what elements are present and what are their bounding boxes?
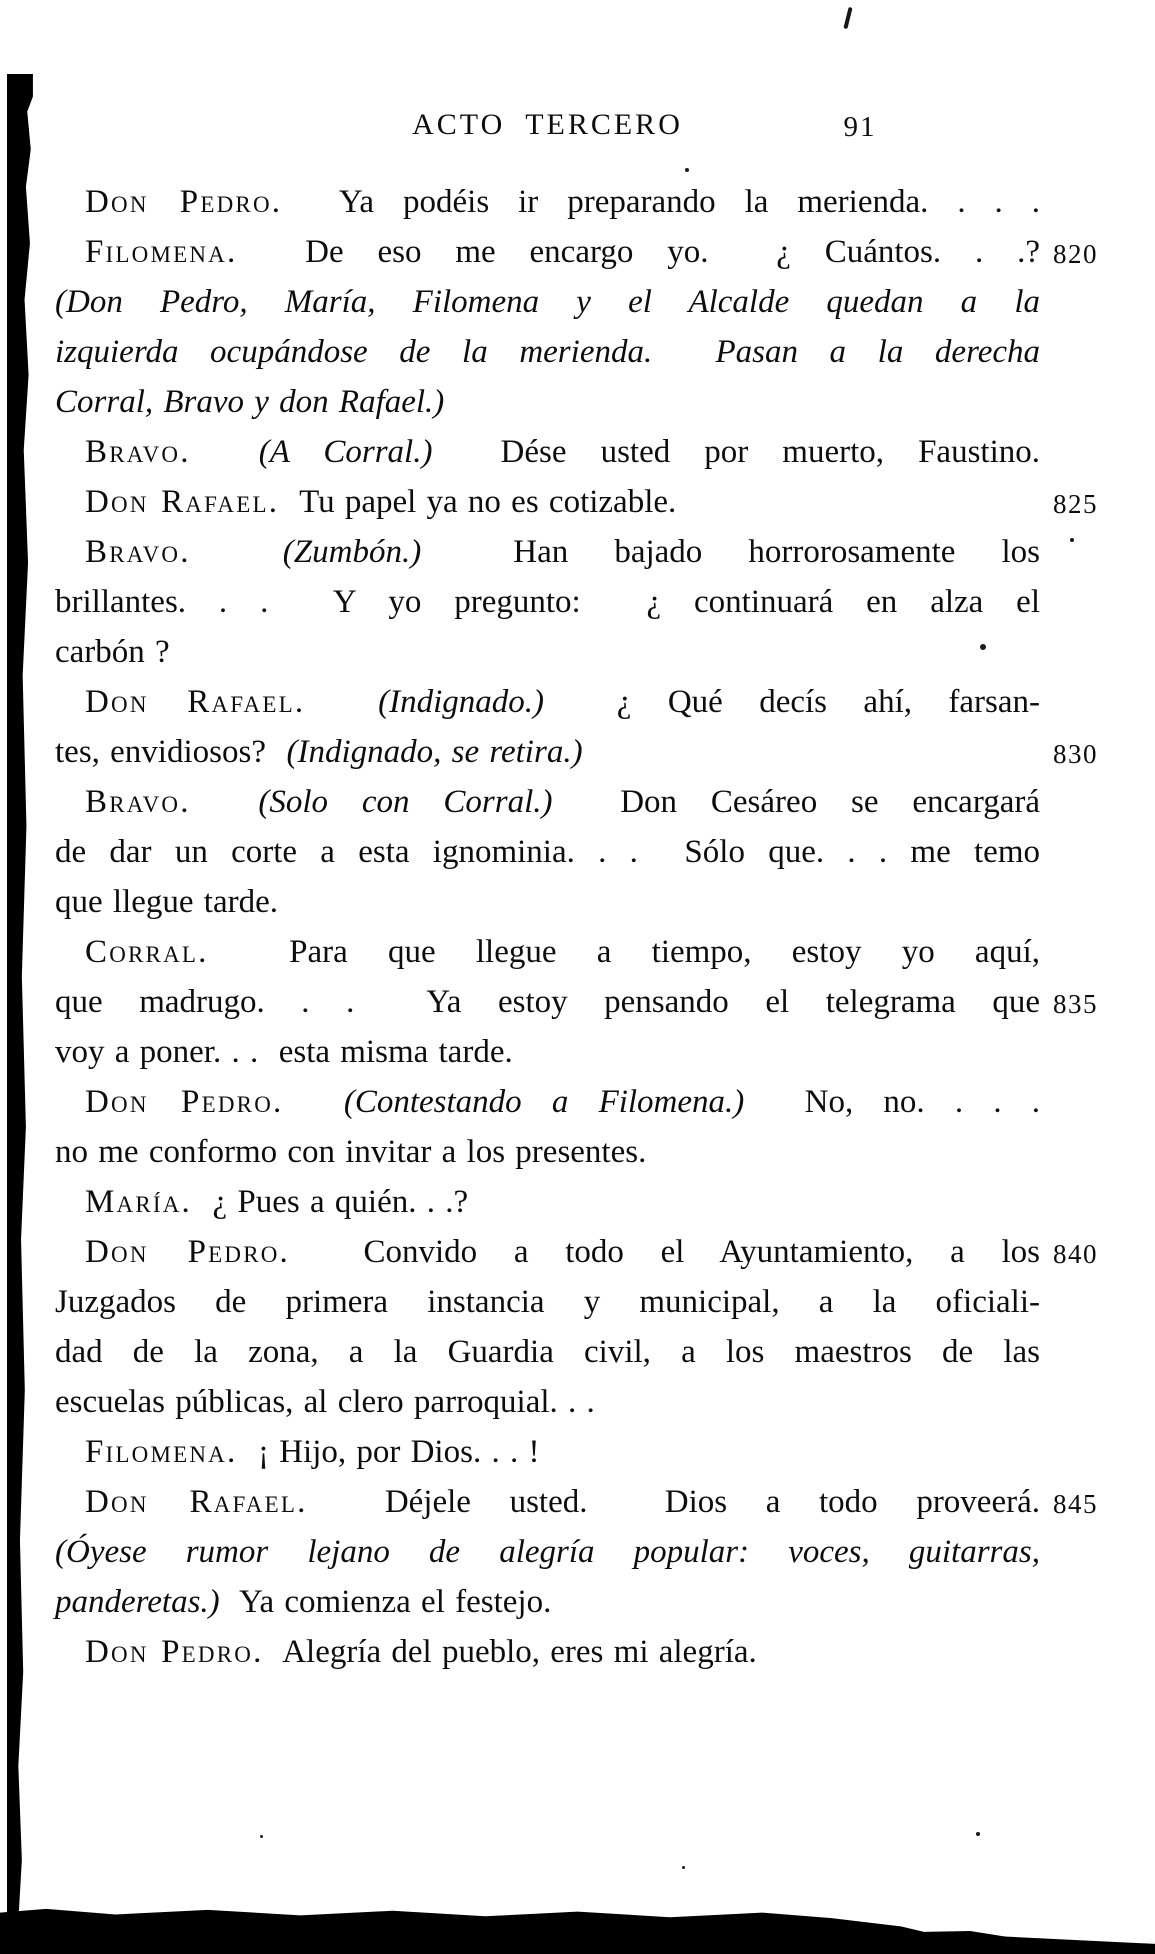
character-name: Filomena. bbox=[85, 234, 238, 270]
scan-speck bbox=[682, 1866, 685, 1869]
stage-direction: Corral, Bravo y don Rafael.) bbox=[55, 384, 445, 420]
stage-direction: panderetas.) bbox=[55, 1584, 220, 1620]
text-line bbox=[55, 927, 1040, 977]
speech-text bbox=[191, 434, 259, 470]
character-name: Don Rafael. bbox=[85, 1484, 308, 1520]
text-line bbox=[55, 1327, 1040, 1377]
text-line bbox=[55, 1427, 1040, 1477]
text-line bbox=[55, 1627, 1040, 1677]
text-line bbox=[55, 727, 1098, 777]
character-name: Bravo. bbox=[85, 534, 191, 570]
text-line bbox=[55, 377, 1040, 427]
speech-text: Dése usted por muerto, Faustino. bbox=[432, 434, 1040, 470]
speech-text: Para que llegue a tiempo, estoy yo aquí, bbox=[208, 934, 1040, 970]
text-line bbox=[55, 577, 1040, 627]
scan-mark bbox=[843, 7, 852, 29]
speech-text bbox=[191, 784, 259, 820]
stage-direction: (Zumbón.) bbox=[282, 534, 422, 570]
stage-direction: izquierda ocupándose de la merienda. Pasan a la derecha bbox=[55, 334, 1040, 370]
character-name: Don Pedro. bbox=[85, 1084, 284, 1120]
text-line bbox=[55, 1527, 1040, 1577]
running-header-title: ACTO TERCERO bbox=[412, 108, 683, 141]
verse-line-number: 845 bbox=[1053, 1489, 1098, 1519]
speech-text bbox=[283, 1084, 343, 1120]
character-name: María. bbox=[85, 1184, 193, 1220]
speech-text: Don Cesáreo se encargará bbox=[552, 784, 1040, 820]
speech-text: de dar un corte a esta ignominia. . . Sólo que. . . me temo bbox=[55, 834, 1040, 870]
speech-text: Convido a todo el Ayuntamiento, a los bbox=[290, 1234, 1041, 1270]
stage-direction: (Contestando a Filomena.) bbox=[343, 1084, 745, 1120]
page-number: 91 bbox=[843, 111, 877, 143]
text-line bbox=[55, 877, 1040, 927]
text-line bbox=[55, 1227, 1098, 1277]
speech-text: escuelas públicas, al clero parroquial. . . bbox=[55, 1384, 595, 1420]
text-block bbox=[55, 177, 1098, 1677]
text-line bbox=[55, 1077, 1040, 1127]
text-line bbox=[55, 827, 1040, 877]
text-line bbox=[55, 177, 1040, 227]
text-line bbox=[55, 427, 1040, 477]
stage-direction: (Indignado, se retira.) bbox=[286, 734, 583, 770]
speech-text: De eso me encargo yo. ¿ Cuántos. . .? bbox=[237, 234, 1040, 270]
scan-speck bbox=[976, 1832, 980, 1836]
character-name: Don Rafael. bbox=[85, 484, 280, 520]
text-line bbox=[55, 1027, 1040, 1077]
text-line bbox=[55, 977, 1098, 1027]
verse-line-number: 835 bbox=[1053, 989, 1098, 1019]
speech-text: Ya comienza el festejo. bbox=[219, 1584, 552, 1620]
text-line bbox=[55, 777, 1040, 827]
stage-direction: (A Corral.) bbox=[258, 434, 433, 470]
scan-edge-bottom-artifact bbox=[0, 1908, 1155, 1954]
text-line bbox=[55, 477, 1098, 527]
text-line bbox=[55, 227, 1098, 277]
speech-text bbox=[305, 684, 378, 720]
character-name: Don Rafael. bbox=[85, 684, 306, 720]
scan-edge-left-artifact bbox=[7, 74, 34, 1954]
speech-text: tes, envidiosos? bbox=[55, 734, 287, 770]
text-line bbox=[55, 677, 1040, 727]
text-line bbox=[55, 1577, 1040, 1627]
scan-speck bbox=[260, 1835, 263, 1838]
character-name: Filomena. bbox=[85, 1434, 238, 1470]
verse-line-number: 825 bbox=[1053, 489, 1098, 519]
speech-text: que madrugo. . . Ya estoy pensando el telegrama que bbox=[55, 984, 1040, 1020]
speech-text: carbón ? bbox=[55, 634, 170, 670]
character-name: Bravo. bbox=[85, 434, 191, 470]
character-name: Corral. bbox=[85, 934, 209, 970]
stage-direction: (Solo con Corral.) bbox=[258, 784, 553, 820]
text-line bbox=[55, 1177, 1040, 1227]
speech-text: No, no. . . . bbox=[744, 1084, 1041, 1120]
text-line bbox=[55, 1277, 1040, 1327]
speech-text: ¿ Pues a quién. . .? bbox=[192, 1184, 469, 1220]
scan-speck bbox=[685, 168, 689, 172]
stage-direction: (Indignado.) bbox=[378, 684, 544, 720]
speech-text: dad de la zona, a la Guardia civil, a los maestros de las bbox=[55, 1334, 1040, 1370]
speech-text: Alegría del pueblo, eres mi alegría. bbox=[263, 1634, 757, 1670]
speech-text: no me conformo con invitar a los presentes. bbox=[55, 1134, 647, 1170]
character-name: Bravo. bbox=[85, 784, 191, 820]
speech-text: Tu papel ya no es cotizable. bbox=[279, 484, 677, 520]
character-name: Don Pedro. bbox=[85, 1234, 290, 1270]
speech-text: Han bajado horrorosamente los bbox=[421, 534, 1040, 570]
speech-text: ¡ Hijo, por Dios. . . ! bbox=[237, 1434, 540, 1470]
character-name: Don Pedro. bbox=[85, 1634, 264, 1670]
speech-text: Ya podéis ir preparando la merienda. . . . bbox=[282, 184, 1040, 220]
stage-direction: (Don Pedro, María, Filomena y el Alcalde quedan a la bbox=[55, 284, 1040, 320]
text-line bbox=[55, 1127, 1040, 1177]
scan-speck bbox=[1070, 538, 1074, 542]
speech-text: que llegue tarde. bbox=[55, 884, 278, 920]
text-line bbox=[55, 1477, 1098, 1527]
verse-line-number: 830 bbox=[1053, 739, 1098, 769]
speech-text: Déjele usted. Dios a todo proveerá. bbox=[307, 1484, 1040, 1520]
speech-text: voy a poner. . . esta misma tarde. bbox=[55, 1034, 513, 1070]
stage-direction: (Óyese rumor lejano de alegría popular: voces, guitarras, bbox=[55, 1534, 1040, 1570]
verse-line-number: 820 bbox=[1053, 239, 1098, 269]
speech-text bbox=[191, 534, 283, 570]
text-line bbox=[55, 277, 1040, 327]
text-line bbox=[55, 627, 1040, 677]
text-line bbox=[55, 1377, 1040, 1427]
speech-text: Juzgados de primera instancia y municipal, a la oficiali- bbox=[55, 1284, 1040, 1320]
character-name: Don Pedro. bbox=[85, 184, 283, 220]
speech-text: ¿ Qué decís ahí, farsan- bbox=[544, 684, 1040, 720]
speech-text: brillantes. . . Y yo pregunto: ¿ continuará en alza el bbox=[55, 584, 1040, 620]
text-line bbox=[55, 527, 1040, 577]
verse-line-number: 840 bbox=[1053, 1239, 1098, 1269]
text-line bbox=[55, 327, 1040, 377]
